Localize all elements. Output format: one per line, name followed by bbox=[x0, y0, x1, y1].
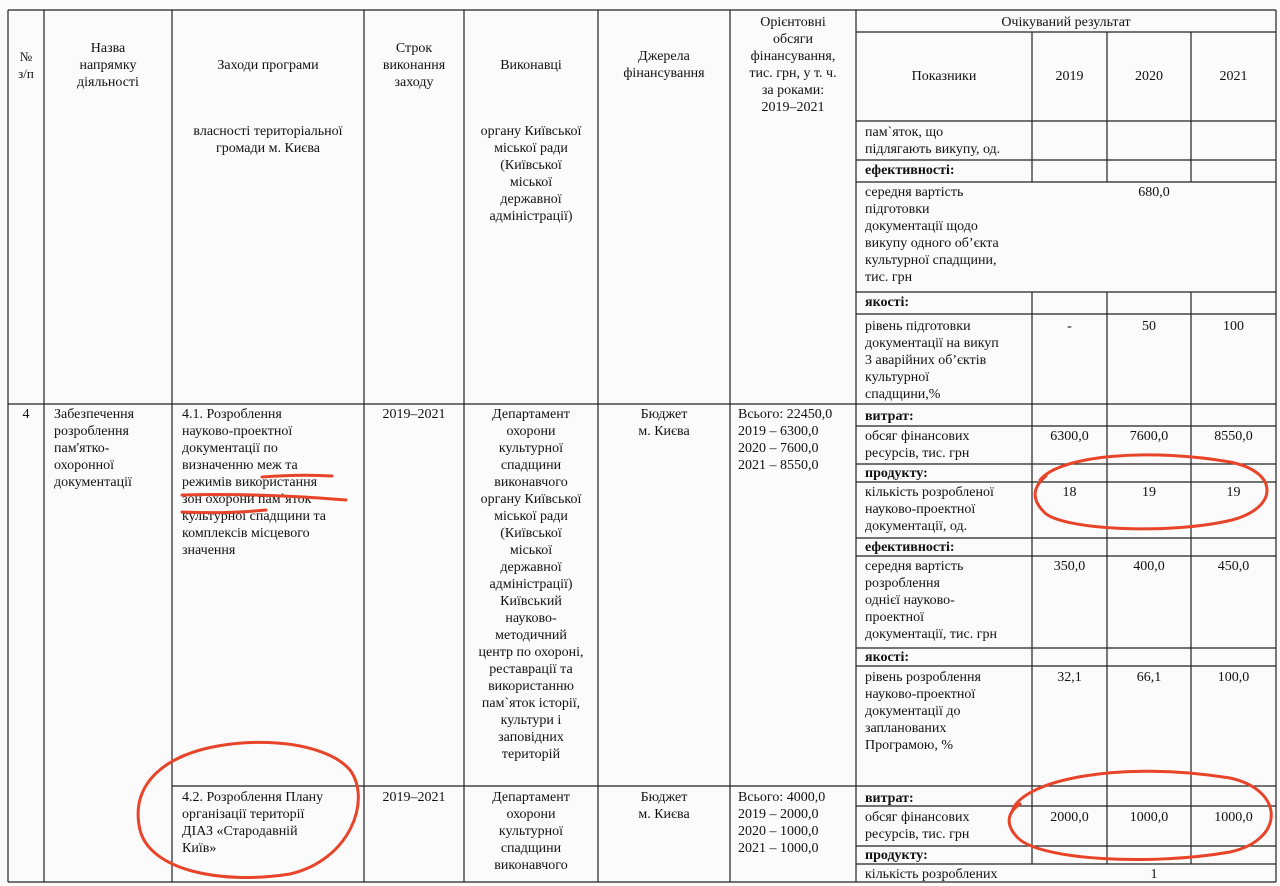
header-term: Строк виконання заходу bbox=[382, 41, 446, 90]
circle-costs-values bbox=[1009, 771, 1271, 859]
row4-costs-2019: 6300,0 bbox=[1050, 429, 1089, 444]
header-num: № з/п bbox=[18, 49, 34, 81]
header-measures: Заходи програми bbox=[217, 58, 319, 73]
cont-quality-label: якості: bbox=[865, 295, 910, 310]
row4-efficiency-2019: 350,0 bbox=[1053, 559, 1086, 574]
header-executors: Виконавці bbox=[500, 58, 562, 73]
row4-executor-4-2: Департамент охорони культурної спадщини виконавчого bbox=[492, 790, 570, 873]
row4-product-label: продукту: bbox=[865, 466, 928, 481]
row4-costs-2020: 7600,0 bbox=[1129, 429, 1169, 444]
row4-source-4-2: Бюджет м. Києва bbox=[638, 790, 690, 822]
cont-efficiency-label: ефективності: bbox=[865, 163, 955, 178]
row4-executor-4-1: Департамент охорони культурної спадщини виконавчого органу Київської міської ради (Київської міської державної адміністрації) Київський науково- методичний центр по охороні, реставрації та використанню пам`яток історії, культури і заповідних територій bbox=[478, 407, 584, 762]
cont-executor: органу Київської міської ради (Київської міської державної адміністрації) bbox=[480, 124, 582, 224]
header-indicators: Показники bbox=[911, 69, 977, 84]
cont-indicator-2-value: 680,0 bbox=[1138, 185, 1170, 200]
header-expected: Очікуваний результат bbox=[1001, 15, 1131, 30]
row4-costs-4-2-2020: 1000,0 bbox=[1129, 810, 1169, 825]
row4-num: 4 bbox=[22, 407, 30, 422]
row4-quality-2021: 100,0 bbox=[1217, 670, 1250, 685]
row4-indicator-costs-4-2: обсяг фінансових ресурсів, тис. грн bbox=[865, 810, 970, 842]
cont-indicator-3: рівень підготовки документації на викуп 3 аварійних об’єктів культурної спадщини,% bbox=[865, 319, 999, 402]
row4-costs-4-2-2019: 2000,0 bbox=[1050, 810, 1089, 825]
row4-volume-4-1: Всього: 22450,0 2019 – 6300,0 2020 – 7600,0 2021 – 8550,0 bbox=[738, 407, 833, 473]
underline-mezh bbox=[262, 475, 332, 477]
underline-zon-okhorony bbox=[182, 510, 266, 513]
header-year-2019: 2019 bbox=[1055, 69, 1084, 84]
row4-indicator-quality: рівень розроблення науково-проектної документації до запланованих Програмою, % bbox=[865, 670, 981, 753]
row4-costs-label: витрат: bbox=[865, 409, 914, 424]
circle-measure-4-2 bbox=[138, 742, 358, 877]
row4-direction: Забезпечення розроблення пам'ятко- охоронної документації bbox=[54, 407, 135, 490]
annotation-group bbox=[138, 455, 1271, 878]
header-volumes: Орієнтовні обсяги фінансування, тис. грн, у т. ч. за роками: 2019–2021 bbox=[749, 15, 837, 115]
row4-quality-label: якості: bbox=[865, 650, 910, 665]
row4-indicator-product-4-2: кількість розроблених bbox=[865, 867, 998, 882]
row4-product-2020: 19 bbox=[1142, 485, 1156, 500]
cont-indicator-2: середня вартість підготовки документації щодо викупу одного об’єкта культурної спадщини, тис. грн bbox=[865, 185, 999, 285]
row4-term-4-2: 2019–2021 bbox=[382, 790, 446, 805]
cont-measure: власності територіальної громади м. Києва bbox=[193, 124, 343, 156]
row4-indicator-costs: обсяг фінансових ресурсів, тис. грн bbox=[865, 429, 970, 461]
row4-indicator-product: кількість розробленої науково-проектної документації, од. bbox=[865, 485, 994, 534]
row4-measure-4-1: 4.1. Розроблення науково-проектної документації по визначенню меж та режимів використання зон охорони пам`яток культурної спадщини та комплексів місцевого значення bbox=[182, 407, 326, 558]
circle-product-values bbox=[1035, 455, 1267, 529]
cont-indicator-3-2019: - bbox=[1067, 319, 1072, 334]
row4-quality-2019: 32,1 bbox=[1057, 670, 1082, 685]
header-year-2021: 2021 bbox=[1219, 69, 1248, 84]
row4-quality-2020: 66,1 bbox=[1136, 670, 1162, 685]
row4-efficiency-2021: 450,0 bbox=[1217, 559, 1250, 574]
header-direction: Назва напрямку діяльності bbox=[77, 41, 139, 90]
row4-measure-4-2: 4.2. Розроблення Плану організації території ДІАЗ «Стародавній Київ» bbox=[182, 790, 324, 856]
row4-efficiency-label: ефективності: bbox=[865, 540, 955, 555]
row4-costs-2021: 8550,0 bbox=[1214, 429, 1253, 444]
cont-indicator-1: пам`яток, що підлягають викупу, од. bbox=[865, 125, 1001, 157]
row4-product-2019: 18 bbox=[1062, 485, 1077, 500]
row4-indicator-efficiency: середня вартість розроблення однієї науково- проектної документації, тис. грн bbox=[865, 559, 997, 642]
header-sources: Джерела фінансування bbox=[623, 49, 705, 81]
row4-source-4-1: Бюджет м. Києва bbox=[638, 407, 690, 439]
underline-rezhymiv bbox=[182, 495, 346, 500]
row4-term-4-1: 2019–2021 bbox=[382, 407, 446, 422]
header-year-2020: 2020 bbox=[1135, 69, 1163, 84]
row4-efficiency-2020: 400,0 bbox=[1133, 559, 1165, 574]
row4-product-label-4-2: продукту: bbox=[865, 848, 928, 863]
row4-costs-label-4-2: витрат: bbox=[865, 791, 914, 806]
row4-product-2021: 19 bbox=[1226, 485, 1241, 500]
cont-indicator-3-2021: 100 bbox=[1223, 319, 1244, 334]
row4-product-4-2-value: 1 bbox=[1150, 867, 1158, 882]
cont-indicator-3-2020: 50 bbox=[1142, 319, 1156, 334]
row4-volume-4-2: Всього: 4000,0 2019 – 2000,0 2020 – 1000,0 2021 – 1000,0 bbox=[738, 790, 826, 856]
row4-costs-4-2-2021: 1000,0 bbox=[1214, 810, 1253, 825]
